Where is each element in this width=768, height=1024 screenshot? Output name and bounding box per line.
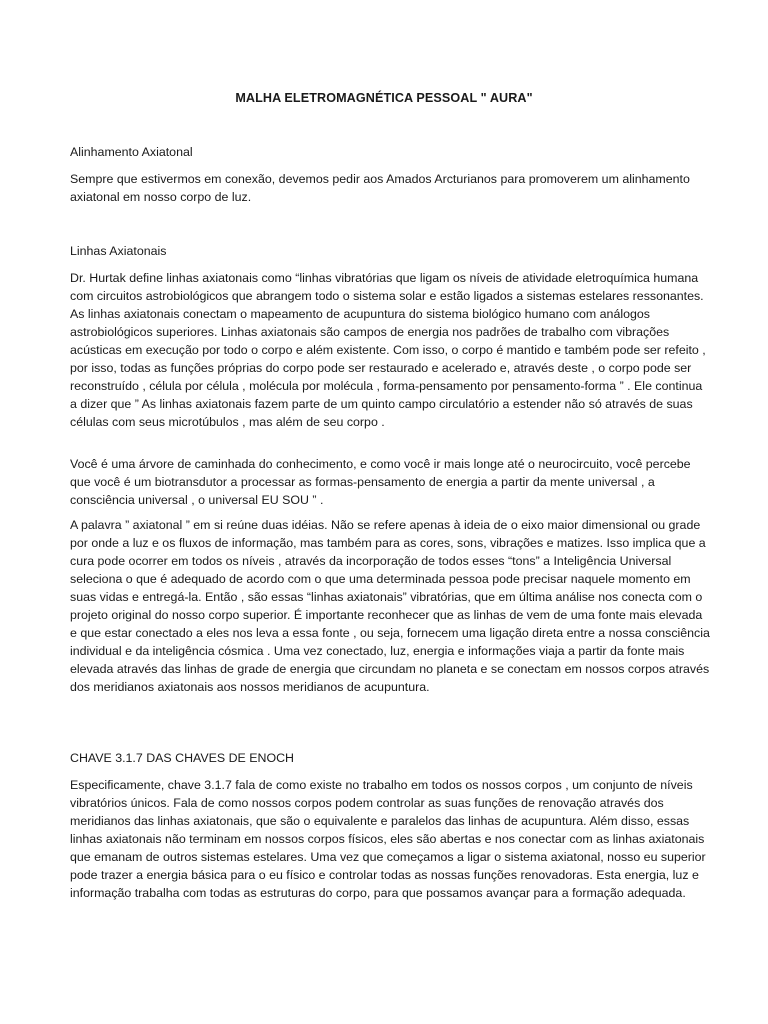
paragraph-linhas-3: A palavra ” axiatonal ” em si reúne duas idéias. Não se refere apenas à ideia de o eixo maior dimensional ou grade por onde a luz e os fluxos de informação, mas também para as cores, sons, vibrações e matizes. Isso implica que a cura pode ocorrer em todos os níveis , através da incorporação de todos esses “tons” a Inteligência Universal seleciona o que é adequado de acordo com o que uma determinada pessoa pode precisar naquele momento em suas vidas e entregá-la. Então , são essas “linhas axiatonais” vibratórias, que em última análise nos conecta com o projeto original do nosso corpo superior. É importante reconhecer que as linhas de vem de uma fonte mais elevada e que estar conectado a eles nos leva a essa fonte , ou seja, fornecem uma ligação direta entre a nossa consciência individual e da inteligência cósmica . Uma vez conectado, luz, energia e informações viaja a partir da fonte mais elevada através das linhas de grade de energia que circundam no planeta e se conectam em nossos corpos através dos meridianos axiatonais aos nossos meridianos de acupuntura.	[70, 518, 710, 694]
section-heading-alinhamento: Alinhamento Axiatonal	[70, 145, 193, 159]
paragraph-linhas-2: Você é uma árvore de caminhada do conhecimento, e como você ir mais longe até o neurocircuito, você percebe que você é um biotransdutor a processar as formas-pensamento de energia a partir da mente universal , a consciência universal , o universal EU SOU ” .	[70, 457, 691, 507]
document-title: MALHA ELETROMAGNÉTICA PESSOAL " AURA"	[235, 91, 533, 105]
paragraph-linhas-1: Dr. Hurtak define linhas axiatonais como “linhas vibratórias que ligam os níveis de atividade eletroquímica humana com circuitos astrobiológicos que abrangem todo o sistema solar e estão ligados a sistemas estelares ressonantes. As linhas axiatonais conectam o mapeamento de acupuntura do sistema biológico humano com análogos astrobiológicos superiores. Linhas axiatonais são campos de energia nos padrões de trabalho com vibrações acústicas em execução por todo o corpo e além existente. Com isso, o corpo é mantido e também pode ser refeito , por isso, todas as funções próprias do corpo pode ser restaurado e acelerado e, através deste , o corpo pode ser reconstruído , célula por célula , molécula por molécula , forma-pensamento por pensamento-forma ” . Ele continua a dizer que ” As linhas axiatonais fazem parte de um quinto campo circulatório a estender não só através de suas células com seus microtúbulos , mas além de seu corpo .	[70, 271, 706, 429]
paragraph-chave-1: Especificamente, chave 3.1.7 fala de como existe no trabalho em todos os nossos corpos , um conjunto de níveis vibratórios únicos. Fala de como nossos corpos podem controlar as suas funções de renovação através dos meridianos das linhas axiatonais, que são o equivalente e paralelos das linhas de acupuntura. Além disso, essas linhas axiatonais não terminam em nossos corpos físicos, eles são abertas e nos conectar com as linhas axiatonais que emanam de outros sistemas estelares. Uma vez que começamos a ligar o sistema axiatonal, nosso eu superior pode trazer a energia básica para o eu físico e controlar todas as nossas funções renovadoras. Esta energia, luz e informação trabalha com todas as estruturas do corpo, para que possamos avançar para a formação adequada.	[70, 778, 706, 900]
section-heading-linhas: Linhas Axiatonais	[70, 244, 167, 258]
paragraph-alinhamento-1: Sempre que estivermos em conexão, devemos pedir aos Amados Arcturianos para promoverem um alinhamento axiatonal em nosso corpo de luz.	[70, 172, 690, 204]
section-heading-chave: CHAVE 3.1.7 DAS CHAVES DE ENOCH	[70, 751, 295, 765]
